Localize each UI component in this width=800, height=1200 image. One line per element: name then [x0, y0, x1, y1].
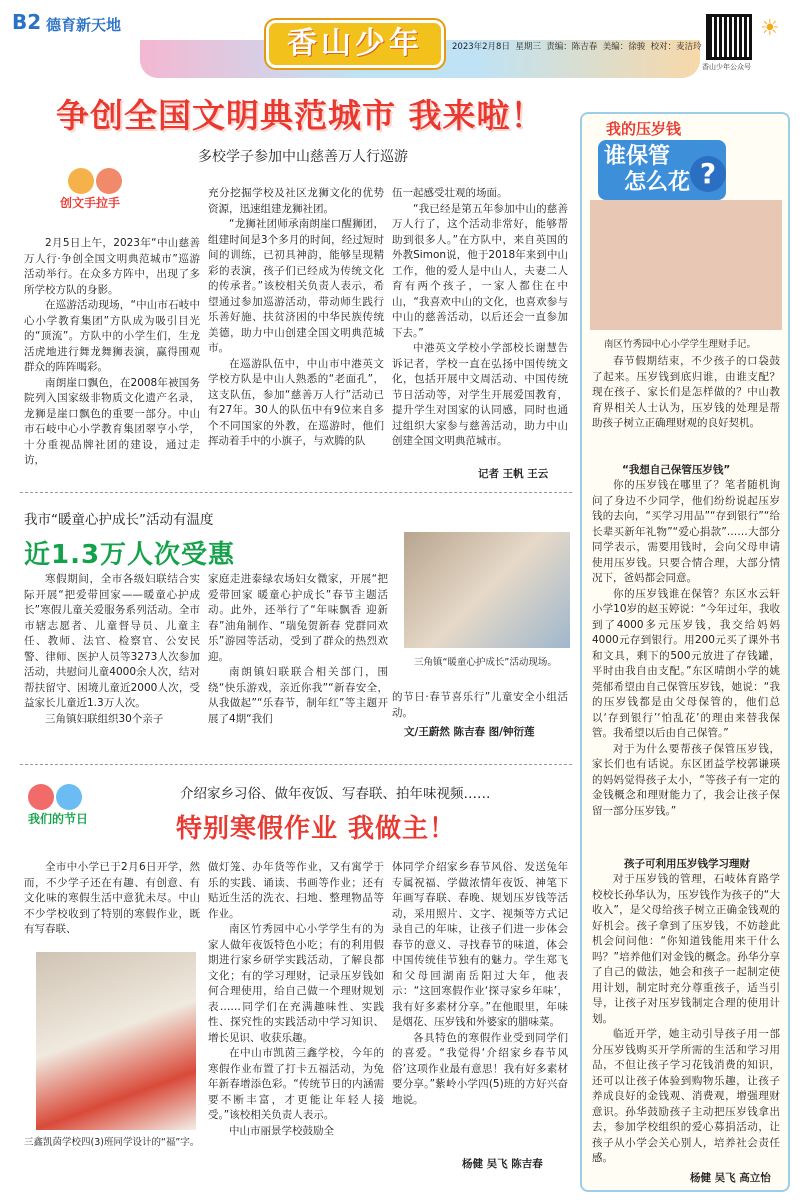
sidebar-kicker: 我的压岁钱 [606, 120, 682, 138]
article-1-col-1: 2月5日上午，2023年“中山慈善万人行·争创全国文明典范城市”巡游活动举行。在众多方阵中，出现了多所学校方队的身影。 在巡游活动现场，“中山市石岐中心小学教育集团”方队成为吸引目光的“顶流”。方队中的小学生们，生龙活虎地进行舞龙舞狮表演，赢得围观群众的阵阵喝彩。 南朗崖口飘色，在2008年被国务院列入国家级非物质文化遗产名录，龙狮是崖口飘色的重要一部分。中山市石岐中心小学教育集团翠亨小学，十分重视品牌社团的建设，通过走访， [24, 237, 200, 466]
article-1-subtitle: 多校学子参加中山慈善万人行巡游 [198, 149, 408, 165]
page-number: B2 [12, 10, 42, 34]
sidebar-section-2: 对于压岁钱的管理，石岐体育路学校校长孙华认为，压岁钱作为孩子的“大收入”，是父母给孩子树立正确金钱观的好机会。孩子拿到了压岁钱，不妨趁此机会问问他：“你知道钱能用来干什么吗？”培养他们对金钱的概念。孙华分享了自己的做法，她会和孩子一起制定使用计划，制定时充分尊重孩子，适当引导，让孩子对压岁钱制定合理的使用计划。 临近开学，她主动引导孩子用一部分压岁钱购买开学所需的生活和学习用品，不但让孩子学习花钱消费的知识，还可以让孩子体验到购物乐趣，让孩子养成良好的金钱观、消费观，增强理财意识。孙华鼓励孩子主动把压岁钱拿出去，参加学校组织的爱心募捐活动，让孩子从小学会关心别人，培养社会责任感。 [592, 873, 780, 1164]
article-2-col-1: 寒假期间，全市各级妇联结合实际开展“把爱带回家——暖童心护成长”寒假儿童关爱服务系列活动。全市市辖志愿者、儿童督导员、儿童主任、教师、法官、检察官、公安民警、律师、医护人员等3273人次参加活动，共慰问儿童4000余人次，结对帮扶留守、困境儿童近2000人次，受益家长儿童近1.3万人次。 三角镇妇联组织30个亲子 [24, 573, 200, 725]
article-3-col-1: 全市中小学已于2月6日开学，然而，不少学子还在有趣、有创意、有文化味的寒假生活中意犹未尽。中山不少学校收到了特别的寒假作业，既有写春联、 [24, 861, 200, 935]
article-1-col-2: 充分挖掘学校及社区龙狮文化的优势资源，迅速组建龙狮社团。 “龙狮社团师承南朗崖口醒狮团，组建时间是3个多月的时间，经过短时间的训练，已初具神韵，能够呈现精彩的表演，孩子们已经成为传统文化的传承者。”该校相关负责人表示，希望通过参加巡游活动，带动师生践行乐善好施、扶贫济困的中华民族传统美德，助力中山创建全国文明典范城市。 在巡游队伍中，中山市中港英文学校方队是中山人熟悉的“老面孔”，这支队伍，参加“慈善万人行”活动已有27年。30人的队伍中有9位来自多个不同国家的外教，在巡游时，他们挥动着手中的小旗子，与欢腾的队 [208, 187, 384, 447]
qr-caption: 香山少年公众号 [702, 63, 751, 71]
qr-code-icon[interactable] [706, 14, 752, 60]
sidebar-intro: 春节假期结束，不少孩子的口袋鼓了起来。压岁钱到底归谁，由谁支配？现在孩子、家长们是怎样做的？中山教育界相关人士认为，压岁钱的处理是帮助孩子树立正确理财观的良好契机。 [592, 355, 780, 429]
issue-meta: 2023年2月8日 星期三 责编：陈吉春 美编：徐骏 校对：麦洁玲 [452, 42, 702, 52]
divider [20, 492, 572, 493]
sidebar-photo [590, 200, 782, 330]
article-1-tag: 创文手拉手 [60, 168, 150, 211]
sidebar-title: 谁保管 怎么花 [598, 140, 726, 200]
section-name: 德育新天地 [46, 16, 122, 34]
article-1-title: 争创全国文明典范城市 我来啦！ [56, 96, 545, 135]
article-3-col-3: 体同学介绍家乡春节风俗、发送兔年专属祝福、学做浓情年夜饭、神笔下年画写春联、春晚、规划压岁钱等活动，采用照片、文字、视频等方式记录自己的年味，让孩子们进一步体会春节的意义、寻找春节的味道，体会中国传统佳节独有的魅力。学生郑飞和父母回湖南岳阳过大年，他表示：“这回寒假作业‘探寻家乡年味’，我有好多素材分享。”在他眼里，年味是烟花、压岁钱和外婆家的腊味菜。 各具特色的寒假作业受到同学们的喜爱。“我觉得‘介绍家乡春节风俗’这项作业最有意思！我有好多素材要分享。”紫岭小学四(5)班的方好兴奋地说。 [392, 861, 568, 1106]
article-3-byline: 杨健 吴飞 陈吉春 [462, 1158, 543, 1170]
article-1-byline: 记者 王帆 王云 [478, 468, 549, 480]
sidebar-photo-caption: 南区竹秀园中心小学学生理财手记。 [604, 339, 757, 350]
masthead-logo: 香山少年 [266, 20, 444, 68]
article-2-byline: 文/王蔚然 陈吉春 图/钟衍莲 [404, 726, 535, 738]
article-1-col-3: 伍一起感受壮观的场面。 “我已经是第五年参加中山的慈善万人行了，这个活动非常好，能够帮助到很多人。”在方队中，来自英国的外教Simon说，他于2018年来到中山工作，他的爱人是中山人，夫妻二人育有两个孩子，一家人都住在中山，“我喜欢中山的文化，也喜欢参与中山的慈善活动，以后还会一直参加下去。” 中港英文学校小学部校长谢慧告诉记者，学校一直在弘扬中国传统文化，包括开展中文周活动、中国传统节日活动等，对学生开展爱国教育，提升学生对国家的认同感，同时也通过组织大家参与慈善活动，助力中山创建全国文明典范城市。 [392, 187, 568, 447]
article-2-col-2: 家庭走进泰绿农场妇女微家，开展“把爱带回家 暖童心护成长”春节主题活动。此外，还举行了“年味飘香 迎新春”油角制作、“瑞兔贺新春 党群同欢乐”游园等活动，受到了群众的热烈欢迎。 南朗镇妇联联合相关部门，围绕“快乐游戏，亲近你我”“新春安全，从我做起”“乐春节，制年红”等主题开展了4期“我们 [208, 573, 388, 725]
article-3-subtitle: 介绍家乡习俗、做年夜饭、写春联、拍年味视频…… [180, 786, 491, 802]
article-3-title: 特别寒假作业 我做主！ [176, 814, 457, 844]
kid-icon [96, 168, 122, 194]
kid-icon [56, 784, 82, 810]
article-3-col-2: 做灯笼、办年货等作业，又有寓学于乐的实践、诵读、书画等作业；还有贴近生活的洗衣、扫地、整理物品等作业。 南区竹秀园中心小学学生有的为家人做年夜饭特色小吃；有的利用假期进行家乡研学实践活动，了解良都文化；有的学习理财，记录压岁钱如何合理使用，给自己做一个理财规划表……同学们在充满趣味性、实践性、探究性的实践活动中学习知识、增长见识、收获乐趣。 在中山市凯茵三鑫学校，今年的寒假作业布置了打卡五福活动，为兔年新春增添色彩。“传统节日的内涵需要不断丰富，才更能让年轻人接受。”该校相关负责人表示。 中山市丽景学校鼓励全 [208, 861, 384, 1137]
question-mark-icon: ? [690, 156, 726, 192]
article-2-photo [404, 532, 570, 648]
sidebar-heading-2: 孩子可利用压岁钱学习理财 [624, 858, 750, 870]
sidebar-heading-1: “我想自己保管压岁钱” [622, 464, 731, 476]
article-2-photo-caption: 三角镇“暖童心护成长”活动现场。 [414, 657, 557, 668]
article-3-tag: 我们的节日 [28, 784, 118, 827]
kid-icon [68, 168, 94, 194]
sidebar-byline: 杨健 吴飞 高立怡 [690, 1172, 771, 1184]
sidebar-section-1: 你的压岁钱在哪里了？笔者随机询问了身边不少同学，他们纷纷说起压岁钱的去向，“买学习用品”“存到银行”“给长辈买新年礼物”“爱心捐款”……大部分同学表示，需要用钱时，会向父母申请使用压岁钱。只要合情合理，大部分情况下，爸妈都会同意。 你的压岁钱谁在保管？东区水云轩小学10岁的赵玉婷说：“今年过年，我收到了4000多元压岁钱，我交给妈妈4000元存到银行。用200元买了课外书和文具，剩下的500元放进了存钱罐，平时由我自由支配。”东区晴朗小学的姚莞郁希望由自己保管压岁钱，她说：“我的压岁钱都是由父母保管的，他们总以‘存到银行’‘怕乱花’的理由来替我保管。我希望以后由自己保管。” 对于为什么要帮孩子保管压岁钱，家长们也有话说。东区团益学校郭谦瑛的妈妈觉得孩子太小，“等孩子有一定的金钱概念和理财能力了，我会让孩子保留一部分压岁钱。” [592, 479, 780, 817]
article-2-subtitle: 我市“暖童心护成长”活动有温度 [24, 512, 214, 528]
article-2-col-3: 的节日·春节喜乐行”儿童安全小组活动。 [392, 691, 568, 719]
sun-icon: ☀ [760, 16, 780, 41]
article-2-title: 近1.3万人次受惠 [24, 540, 236, 570]
kid-icon [28, 784, 54, 810]
article-3-photo-caption: 三鑫凯茵学校四(3)班同学设计的“福”字。 [24, 1137, 200, 1148]
article-3-photo [36, 952, 196, 1130]
divider [20, 764, 572, 765]
